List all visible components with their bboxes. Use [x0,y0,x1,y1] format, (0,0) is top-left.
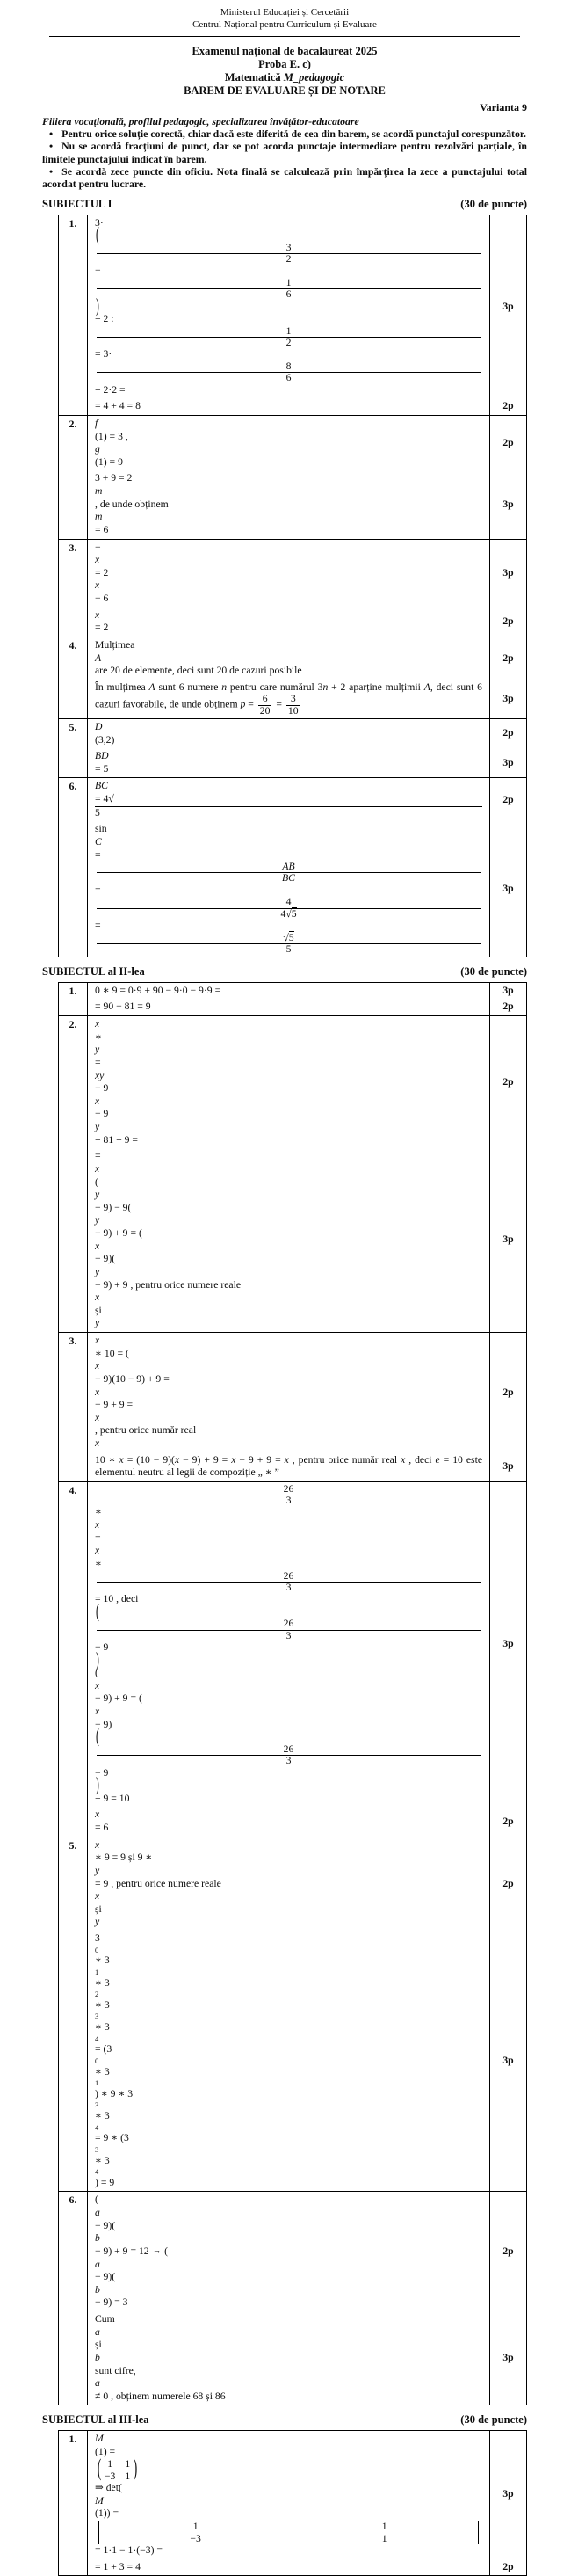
row-number: 1. [59,983,88,1015]
table-row [59,2431,526,2575]
points-cell: 3p [489,540,526,608]
section-header [42,965,527,979]
rubric-table [58,215,527,958]
row-number: 5. [59,1837,88,2192]
table-row [59,1333,526,1482]
row-lines [88,2431,526,2575]
subject-line [42,71,527,84]
section-points: (30 de puncte) [460,2413,527,2427]
points-cell: 2p [489,637,526,680]
header-divider [49,36,520,37]
points-cell: 2p [489,1333,526,1452]
note-text-3: Se acordă zece puncte din oficiu. Nota finală se calculează prin împărțirea la zece a punctajului total acordat pentru lucrare. [42,164,527,190]
solution-line [88,470,526,538]
points-cell: 3p [489,1482,526,1808]
points-cell: 2p [489,608,526,637]
points-cell: 2p [489,2192,526,2311]
subject-name: M_pedagogic [283,70,345,84]
header-org [42,7,527,32]
solution-line [88,1452,526,1481]
proba-line: Proba E. c) [258,57,311,70]
bullet-icon: • [49,164,54,178]
row-lines [88,983,526,1015]
points-cell: 3p [489,2431,526,2559]
points-cell: 2p [489,999,526,1015]
solution-step: = x ( y − 9) − 9( y − 9) + 9 = ( x − 9)( y − 9) + 9 , pentru orice numere reale x și y [95,1150,242,1329]
row-number: 3. [59,1333,88,1481]
rubric-table [58,982,527,2406]
section-header [42,198,527,212]
points-cell: 3p [489,470,526,538]
row-number: 1. [59,215,88,415]
points-cell: 2p [489,1837,526,1931]
table-row [59,540,526,637]
points-cell: 2p [489,416,526,471]
table-row [59,983,526,1016]
doc-title: BAREM DE EVALUARE ȘI DE NOTARE [184,84,386,97]
table-row [59,778,526,957]
solution-line [88,719,526,748]
solution-line [88,748,526,777]
solution-line [88,1807,526,1836]
table-row [59,637,526,719]
subject-section [42,198,527,957]
solution-line [88,2311,526,2405]
section-points: (30 de puncte) [460,965,527,979]
solution-step: BD = 5 [95,750,109,775]
row-number: 2. [59,416,88,539]
solution-step: 26 3 ∗ x = x ∗ 26 3 = 10 , deci ( 26 3 − 9 ) ( x − 9) + 9 = ( x − 9) ( 26 3 − 9 ) + 9 = 10 [88,1482,489,1808]
solution-step: ( a − 9)( b − 9) + 9 = 12 ⇔ ( a − 9)( b − 9) = 3 [95,2194,169,2309]
table-row [59,719,526,779]
variant-label: Varianta 9 [480,100,527,113]
table-row [59,1837,526,2193]
row-number: 1. [59,2431,88,2575]
solution-line [88,821,526,957]
row-number: 2. [59,1016,88,1332]
subject-section [42,965,527,2405]
solution-line [88,983,526,1000]
solution-line [88,2559,526,2576]
solution-step: x ∗ 10 = ( x − 9)(10 − 9) + 9 = x − 9 + 9 = x , pentru orice număr real x [95,1335,197,1450]
note-text-2: Nu se acordă fracțiuni de punct, dar se pot acorda punctaje intermediare pentru rezolvări parțiale, în limitele punctajului indicat în barem. [42,140,527,165]
solution-step: D (3,2) [95,720,115,746]
row-number: 6. [59,778,88,957]
org-line-1: Ministerul Educației și Cercetării [220,7,350,18]
section-title: SUBIECTUL al III-lea [42,2413,149,2427]
section-title: SUBIECTUL I [42,198,112,211]
row-number: 3. [59,540,88,637]
solution-step: Cum a și b sunt cifre, a ≠ 0 , obținem numerele 68 și 86 [95,2313,226,2402]
solution-step: În mulțimea A sunt 6 numere n pentru care numărul 3n + 2 aparține mulțimii A, deci sunt 6 cazuri favorabile, de unde obținem p = $\frac{6}{20}$ = $\frac{3}{10}$ [95,680,482,717]
solution-step: Mulțimea A are 20 de elemente, deci sunt 20 de cazuri posibile [95,638,302,677]
points-cell: 2p [489,719,526,748]
solution-step: sin C = AB BC = 4 4√5 = √5 5 [88,821,489,957]
solution-step: 0 ∗ 9 = 0·9 + 90 − 9·0 − 9·9 = [95,984,221,996]
solution-line [88,637,526,680]
solution-line [88,416,526,471]
row-lines [88,778,526,957]
section-header [42,2413,527,2427]
table-row [59,2192,526,2405]
bullet-icon: • [49,140,54,153]
table-row [59,1482,526,1837]
subject-section [42,2413,527,2576]
table-row [59,215,526,416]
solution-line [88,2431,526,2559]
solution-line [88,1931,526,2191]
solution-line [88,1016,526,1148]
solution-step: M (1) = ( 1 1 −3 1 ) ⇒ det( M (1)) = 1 1 −3 1 = 1·1 − 1·(−3) = [88,2431,489,2559]
document-titles [42,45,527,98]
row-lines [88,540,526,637]
solution-step: 3 + 9 = 2 m , de unde obținem m = 6 [95,472,169,535]
row-lines [88,416,526,539]
row-lines [88,1482,526,1837]
solution-line [88,608,526,637]
solution-step: = 4 + 4 = 8 [95,400,141,412]
solution-step: 3 0 ∗ 3 1 ∗ 3 2 ∗ 3 3 ∗ 3 4 = (3 0 ∗ 3 1 ) ∗ 9 ∗ 3 3 ∗ 3 4 = 9 ∗ (3 3 ∗ 3 4 ) = 9 [95,1932,134,2188]
points-cell: 3p [489,215,526,399]
table-row [59,1016,526,1333]
filiera-line: Filiera vocațională, profilul pedagogic, specializarea învățător-educatoare [42,114,359,127]
solution-step: x = 2 [95,608,109,634]
solution-step: x ∗ 9 = 9 și 9 ∗ y = 9 , pentru orice numere reale x și y [95,1838,221,1928]
solution-step: f (1) = 3 , g (1) = 9 [95,417,128,468]
points-cell: 2p [489,1016,526,1148]
row-number: 5. [59,719,88,778]
bullet-icon: • [49,127,54,141]
solution-line [88,540,526,608]
solution-step: x = 6 [95,1808,109,1834]
points-cell: 3p [489,1148,526,1332]
points-cell: 3p [489,821,526,957]
row-lines [88,1016,526,1332]
solution-line [88,999,526,1015]
row-lines [88,1837,526,2192]
note-bullet-2 [42,140,527,164]
solution-line [88,1333,526,1452]
solution-line [88,1837,526,1931]
exam-title: Examenul național de bacalaureat 2025 [192,44,378,57]
points-cell: 2p [489,398,526,415]
solution-step: x ∗ y = xy − 9 x − 9 y + 81 + 9 = [95,1018,138,1146]
org-line-2: Centrul Național pentru Curriculum și Evaluare [192,18,377,30]
solution-step: 3· ( 3 2 − 1 6 ) + 2 : 1 2 = 3· 8 6 + 2·2 = [88,215,489,399]
solution-line [88,1148,526,1332]
points-cell: 3p [489,983,526,1000]
row-lines [88,1333,526,1481]
solution-step: − x = 2 x − 6 [95,541,109,605]
points-cell: 3p [489,1931,526,2191]
solution-step: 10 ∗ x = (10 − 9)(x − 9) + 9 = x − 9 + 9 = x , pentru orice număr real x , deci e = 10 este elementul neutru al legii de compoziție „ ∗ ” [95,1453,483,1479]
sections [42,198,527,2576]
table-row [59,416,526,540]
note-text-1: Pentru orice soluție corectă, chiar dacă este diferită de cea din barem, se acordă punctajul corespunzător. [61,127,526,141]
note-bullet-3 [42,165,527,190]
section-title: SUBIECTUL al II-lea [42,965,145,979]
rubric-table [58,2430,527,2576]
points-cell: 2p [489,1807,526,1836]
solution-line [88,398,526,415]
points-cell: 2p [489,2559,526,2576]
solution-line [88,778,526,821]
row-number: 6. [59,2192,88,2405]
row-number: 4. [59,1482,88,1837]
solution-line [88,2192,526,2311]
points-cell: 3p [489,748,526,777]
solution-line [88,1482,526,1808]
row-lines [88,2192,526,2405]
solution-step: = 90 − 81 = 9 [95,1001,151,1013]
points-cell: 3p [489,1452,526,1481]
solution-step: BC = 4√ 5 [88,778,489,821]
row-lines [88,637,526,718]
subject-prefix: Matematică [224,70,284,84]
note-bullet-1 [42,127,527,140]
section-points: (30 de puncte) [460,198,527,211]
points-cell: 3p [489,2311,526,2405]
points-cell: 2p [489,778,526,821]
solution-step: = 1 + 3 = 4 [95,2560,141,2572]
solution-line [88,215,526,399]
row-lines [88,719,526,778]
points-cell: 3p [489,680,526,718]
solution-line [88,680,526,718]
row-number: 4. [59,637,88,718]
row-lines [88,215,526,415]
